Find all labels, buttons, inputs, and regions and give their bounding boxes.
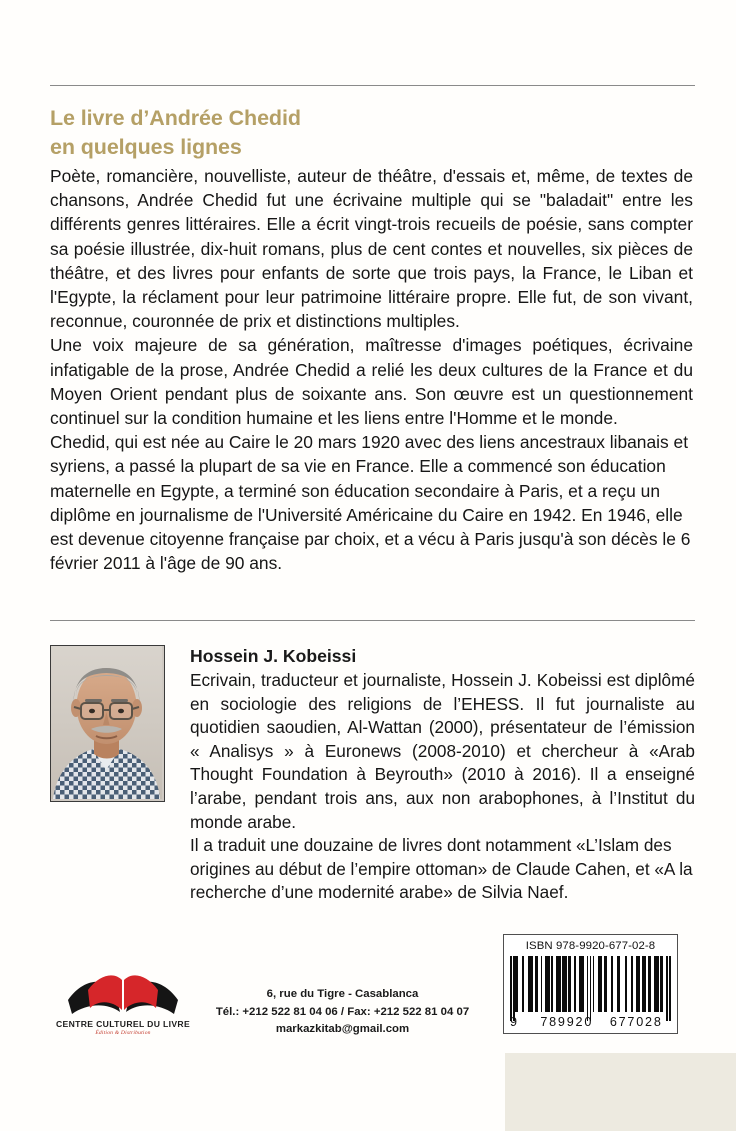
author-name: Hossein J. Kobeissi (190, 646, 357, 666)
description-paragraph-1: Poète, romancière, nouvelliste, auteur de théâtre, d'essais et, même, de textes de chansons, Andrée Chedid fut une écrivaine multiple qui se "baladait" entre les différents genres littéraires. Elle a écrit vingt-trois recueils de poésie, sans compter sa poésie illustrée, dix-huit romans, plus de cent contes et nouvelles, six pièces de théâtre, et des livres pour enfants de sorte que trois pays, la France, le Liban et l'Egypte, la réclament pour leur patrimoine littéraire propre. Elle fut, de son vivant, reconnue, couronnée de prix et distinctions multiples. (50, 166, 693, 332)
top-divider-rule (50, 85, 695, 86)
contact-email[interactable]: markazkitab@gmail.com (275, 1023, 410, 1035)
author-biography (190, 669, 695, 905)
bio-paragraph-1: Ecrivain, traducteur et journaliste, Hossein J. Kobeissi est diplômé en sociologie des religions de l’EHESS. Il fut journaliste au quotidien saoudien, Al-Wattan (2000), présentateur de l’émission « Analisys » à Euronews (2008-2010) et chercheur à «Arab Thought Foundation à Beyrouth» (2010 à 2016). Il a enseigné l’arabe, pendant trois ans, aux non arabophones, à l’Institut du monde arabe. (190, 670, 695, 832)
description-paragraph-3: Chedid, qui est née au Caire le 20 mars 1920 avec des liens ancestraux libanais et syriens, a passé la plupart de sa vie en France. Elle a commencé son éducation maternelle en Egypte, a terminé son éducation secondaire à Paris, et a reçu un diplôme en journalisme de l'Université Américaine du Caire en 1942. En 1946, elle est devenue citoyenne française par choix, et a vécu à Paris jusqu'à son décès le 6 février 2011 à l'âge de 90 ans. (50, 432, 691, 574)
contact-address: 6, rue du Tigre - Casablanca (266, 988, 419, 1000)
bio-paragraph-2: Il a traduit une douzaine de livres dont notamment «L’Islam des origines au début de l’empire ottoman» de Claude Cahen, et «A la recherche d’une modernité arabe» de Silvia Naef. (190, 835, 693, 903)
ean-digits (510, 1015, 671, 1029)
title-line-2: en quelques lignes (50, 135, 242, 159)
title-line-1: Le livre d’Andrée Chedid (50, 106, 301, 130)
description-paragraph-2: Une voix majeure de sa génération, maîtresse d'images poétiques, écrivaine infatigable de la prose, Andrée Chedid a relié les deux cultures de la France et du Moyen Orient pendant plus de soixante ans. Son œuvre est un questionnement continuel sur la condition humaine et les liens entre l'Homme et le monde. (50, 335, 693, 429)
contact-phone-fax: Tél.: +212 522 81 04 06 / Fax: +212 522 81 04 07 (215, 1005, 470, 1018)
publisher-logo (48, 966, 198, 1036)
author-photo (50, 645, 165, 802)
isbn-barcode (503, 934, 678, 1034)
author-text-block (190, 645, 695, 905)
open-book-icon (48, 966, 198, 1018)
ean-right-group: 677028 (609, 1015, 663, 1029)
corner-color-block (505, 1053, 736, 1131)
author-portrait-illustration (51, 646, 162, 799)
ean-first-digit: 9 (510, 1015, 519, 1029)
contact-info (205, 986, 480, 1039)
barcode-bars (510, 956, 671, 1012)
publisher-tagline: Édition & Distribution (95, 1030, 151, 1036)
isbn-number: ISBN 978-9920-677-02-8 (525, 940, 656, 952)
book-description (50, 164, 693, 575)
publisher-name: CENTRE CULTUREL DU LIVRE (55, 1019, 191, 1029)
page-title (50, 104, 695, 162)
author-section-divider-rule (50, 620, 695, 621)
ean-left-group: 789920 (540, 1015, 594, 1029)
